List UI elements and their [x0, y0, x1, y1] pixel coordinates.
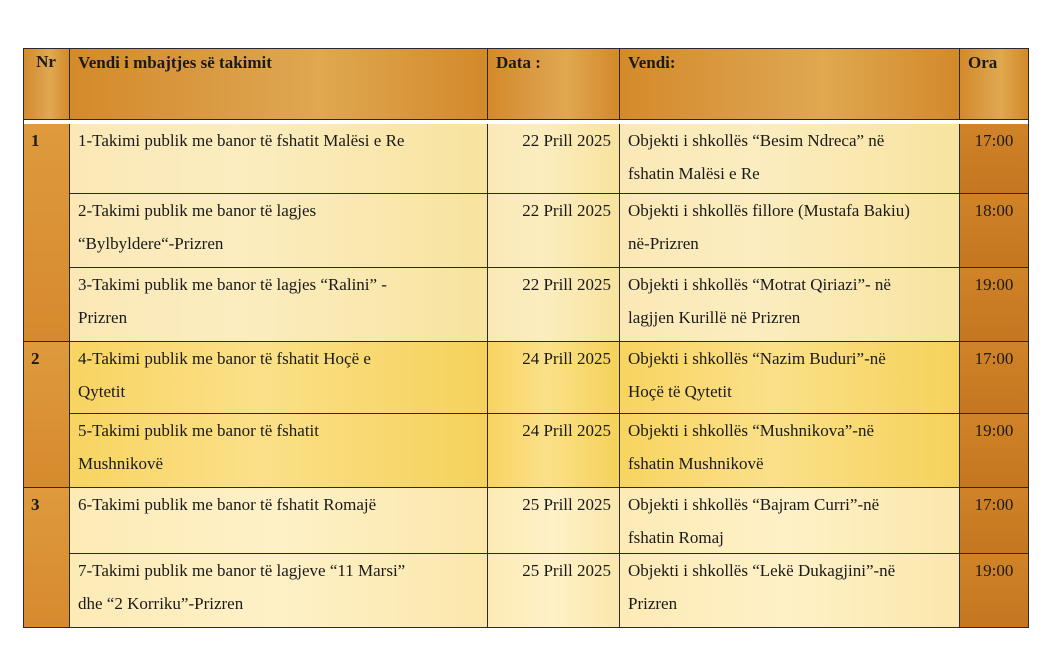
meeting-text-line: Mushnikovë: [78, 454, 163, 473]
meeting-text-line: 7-Takimi publik me banor të lagjeve “11 Marsi”: [78, 561, 406, 580]
meeting-text-line: 1-Takimi publik me banor të fshatit Malësi e Re: [78, 131, 405, 150]
venue-text-line: Objekti i shkollës “Lekë Dukagjini”-në: [628, 561, 896, 580]
time-cell: 17:00: [960, 488, 1029, 554]
venue-text-line: Hoçë të Qytetit: [628, 382, 732, 401]
group-number: 3: [23, 488, 70, 628]
venue-cell: [620, 124, 960, 194]
date-cell: 22 Prill 2025: [488, 194, 620, 268]
meeting-cell: [70, 414, 488, 488]
header-nr: Nr: [23, 48, 70, 120]
header-date: Data :: [488, 48, 620, 120]
date-cell: 24 Prill 2025: [488, 414, 620, 488]
venue-text-line: Objekti i shkollës fillore (Mustafa Bakiu): [628, 201, 910, 220]
time-cell: 19:00: [960, 554, 1029, 628]
meeting-text-line: Prizren: [78, 308, 128, 327]
venue-text-line: Objekti i shkollës “Motrat Qiriazi”- në: [628, 275, 891, 294]
meeting-text-line: “Bylbyldere“-Prizren: [78, 234, 224, 253]
time-cell: 19:00: [960, 414, 1029, 488]
meeting-text-line: 6-Takimi publik me banor të fshatit Romajë: [78, 495, 377, 514]
header-venue: Vendi:: [620, 48, 960, 120]
time-cell: 17:00: [960, 124, 1029, 194]
time-cell: 19:00: [960, 268, 1029, 342]
meeting-text-line: 2-Takimi publik me banor të lagjes: [78, 201, 317, 220]
venue-cell: [620, 268, 960, 342]
group-number: 1: [23, 124, 70, 342]
date-cell: 22 Prill 2025: [488, 124, 620, 194]
meeting-cell: [70, 268, 488, 342]
venue-text-line: fshatin Romaj: [628, 528, 724, 547]
venue-cell: [620, 342, 960, 414]
venue-cell: [620, 554, 960, 628]
venue-cell: [620, 194, 960, 268]
venue-text-line: fshatin Malësi e Re: [628, 164, 760, 183]
venue-text-line: Objekti i shkollës “Bajram Curri”-në: [628, 495, 880, 514]
time-cell: 18:00: [960, 194, 1029, 268]
date-cell: 25 Prill 2025: [488, 488, 620, 554]
meeting-text-line: 3-Takimi publik me banor të lagjes “Ralini” -: [78, 275, 387, 294]
time-cell: 17:00: [960, 342, 1029, 414]
meeting-cell: [70, 488, 488, 554]
venue-cell: [620, 488, 960, 554]
venue-text-line: lagjjen Kurillë në Prizren: [628, 308, 801, 327]
date-cell: 24 Prill 2025: [488, 342, 620, 414]
venue-text-line: në-Prizren: [628, 234, 699, 253]
meeting-cell: [70, 554, 488, 628]
meeting-text-line: 4-Takimi publik me banor të fshatit Hoçë e: [78, 349, 371, 368]
meeting-text-line: 5-Takimi publik me banor të fshatit: [78, 421, 320, 440]
date-cell: 22 Prill 2025: [488, 268, 620, 342]
venue-text-line: Objekti i shkollës “Besim Ndreca” në: [628, 131, 885, 150]
meetings-table: [23, 48, 1029, 628]
group-number: 2: [23, 342, 70, 488]
venue-text-line: Prizren: [628, 594, 678, 613]
meeting-cell: [70, 124, 488, 194]
meeting-text-line: Qytetit: [78, 382, 126, 401]
meeting-text-line: dhe “2 Korriku”-Prizren: [78, 594, 244, 613]
date-cell: 25 Prill 2025: [488, 554, 620, 628]
meeting-cell: [70, 342, 488, 414]
venue-text-line: Objekti i shkollës “Nazim Buduri”-në: [628, 349, 886, 368]
meeting-cell: [70, 194, 488, 268]
venue-text-line: fshatin Mushnikovë: [628, 454, 764, 473]
venue-cell: [620, 414, 960, 488]
header-meeting-place: Vendi i mbajtjes së takimit: [70, 48, 488, 120]
header-time: Ora: [960, 48, 1029, 120]
venue-text-line: Objekti i shkollës “Mushnikova”-në: [628, 421, 874, 440]
